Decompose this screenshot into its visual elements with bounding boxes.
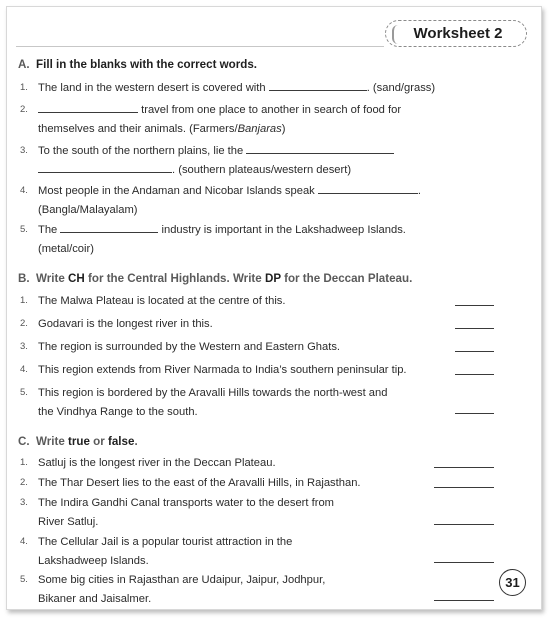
page-number-text: 31 — [505, 575, 520, 590]
item-text: The land in the western desert is covered with — [38, 82, 266, 94]
item-text: Most people in the Andaman and Nicobar Islands speak — [38, 185, 315, 197]
header-divider — [16, 46, 384, 47]
item-options: themselves and their animals. (Farmers/ — [38, 122, 238, 135]
section-b-instruction-end: for the Deccan Plateau. — [280, 272, 413, 285]
worksheet-title — [385, 20, 527, 47]
answer-line-b1[interactable] — [455, 305, 494, 306]
section-b-code-ch: CH — [68, 272, 85, 285]
answer-line-c1[interactable] — [434, 467, 494, 468]
item-text: This region extends from River Narmada to India’s southern peninsular tip. — [38, 364, 407, 376]
section-c-period: . — [134, 435, 138, 448]
section-a-letter: A. — [18, 58, 30, 71]
answer-line-c3[interactable] — [434, 524, 494, 525]
item-period: . — [417, 185, 421, 197]
section-b-instruction-mid: for the Central Highlands. Write — [84, 272, 265, 285]
item-text: Satluj is the longest river in the Deccan Plateau. — [38, 457, 276, 469]
item-options: . (sand/grass) — [366, 82, 436, 94]
item-number: 1. — [20, 295, 28, 306]
section-a-heading — [18, 58, 257, 71]
section-c-letter: C. — [18, 435, 30, 448]
fill-blank-a5[interactable] — [60, 221, 158, 233]
item-text: The Malwa Plateau is located at the centre of this. — [38, 295, 286, 307]
item-text: The Thar Desert lies to the east of the Aravalli Hills, in Rajasthan. — [38, 477, 361, 489]
item-text-line2: the Vindhya Range to the south. — [38, 405, 198, 418]
item-number: 1. — [20, 82, 28, 93]
section-c-or: or — [89, 435, 108, 448]
section-c-instruction: Write — [36, 435, 69, 448]
item-options: . (southern plateaus/western desert) — [172, 163, 352, 176]
section-b-code-dp: DP — [264, 272, 281, 285]
worksheet-title-text: Worksheet 2 — [413, 25, 503, 42]
item-options: (metal/coir) — [38, 242, 94, 255]
section-c-false: false — [108, 435, 135, 448]
item-text: The — [38, 224, 58, 236]
section-b-letter: B. — [18, 272, 30, 285]
fill-blank-a3-part2[interactable] — [38, 161, 172, 173]
answer-line-b3[interactable] — [455, 351, 494, 352]
answer-line-c4[interactable] — [434, 562, 494, 563]
item-options: (Bangla/Malayalam) — [38, 203, 138, 216]
item-text: The Indira Gandhi Canal transports water to the desert from — [38, 497, 334, 509]
answer-line-c5[interactable] — [434, 600, 494, 601]
answer-line-c2[interactable] — [434, 487, 494, 488]
item-number: 4. — [20, 185, 28, 196]
answer-line-b5[interactable] — [455, 413, 494, 414]
item-text-line2: River Satluj. — [38, 515, 99, 528]
fill-blank-a4[interactable] — [318, 182, 418, 194]
item-text: This region is bordered by the Aravalli Hills towards the north-west and — [38, 387, 388, 399]
item-number: 5. — [20, 387, 28, 398]
section-c-heading — [18, 435, 138, 448]
item-text: travel from one place to another in search of food for — [138, 104, 402, 116]
item-number: 2. — [20, 318, 28, 329]
item-number: 3. — [20, 145, 28, 156]
item-options-close: ) — [281, 122, 286, 135]
item-number: 3. — [20, 497, 28, 508]
item-text-line2: Lakshadweep Islands. — [38, 554, 149, 567]
section-c-true: true — [68, 435, 90, 448]
item-text: Godavari is the longest river in this. — [38, 318, 213, 330]
section-b-instruction: Write — [36, 272, 69, 285]
fill-blank-a2[interactable] — [38, 101, 138, 113]
section-a-instruction: Fill in the blanks with the correct words. — [36, 58, 258, 71]
answer-line-b2[interactable] — [455, 328, 494, 329]
item-text: To the south of the northern plains, lie the — [38, 145, 244, 157]
item-number: 2. — [20, 477, 28, 488]
item-text: The region is surrounded by the Western and Eastern Ghats. — [38, 341, 341, 353]
item-number: 5. — [20, 574, 28, 585]
item-number: 1. — [20, 457, 28, 468]
item-number: 2. — [20, 104, 28, 115]
item-text: Some big cities in Rajasthan are Udaipur, Jaipur, Jodhpur, — [38, 574, 326, 586]
item-number: 3. — [20, 341, 28, 352]
item-number: 5. — [20, 224, 28, 235]
fill-blank-a3-part1[interactable] — [246, 142, 394, 154]
item-number: 4. — [20, 536, 28, 547]
item-text-line2: Bikaner and Jaisalmer. — [38, 592, 152, 605]
fill-blank-a1[interactable] — [269, 79, 367, 91]
answer-line-b4[interactable] — [455, 374, 494, 375]
item-text: The Cellular Jail is a popular tourist attraction in the — [38, 536, 293, 548]
section-b-heading — [18, 272, 412, 285]
item-option-italic: Banjaras — [237, 122, 282, 135]
page-number — [499, 569, 526, 596]
item-number: 4. — [20, 364, 28, 375]
item-text-rest: industry is important in the Lakshadweep Islands. — [158, 224, 406, 236]
